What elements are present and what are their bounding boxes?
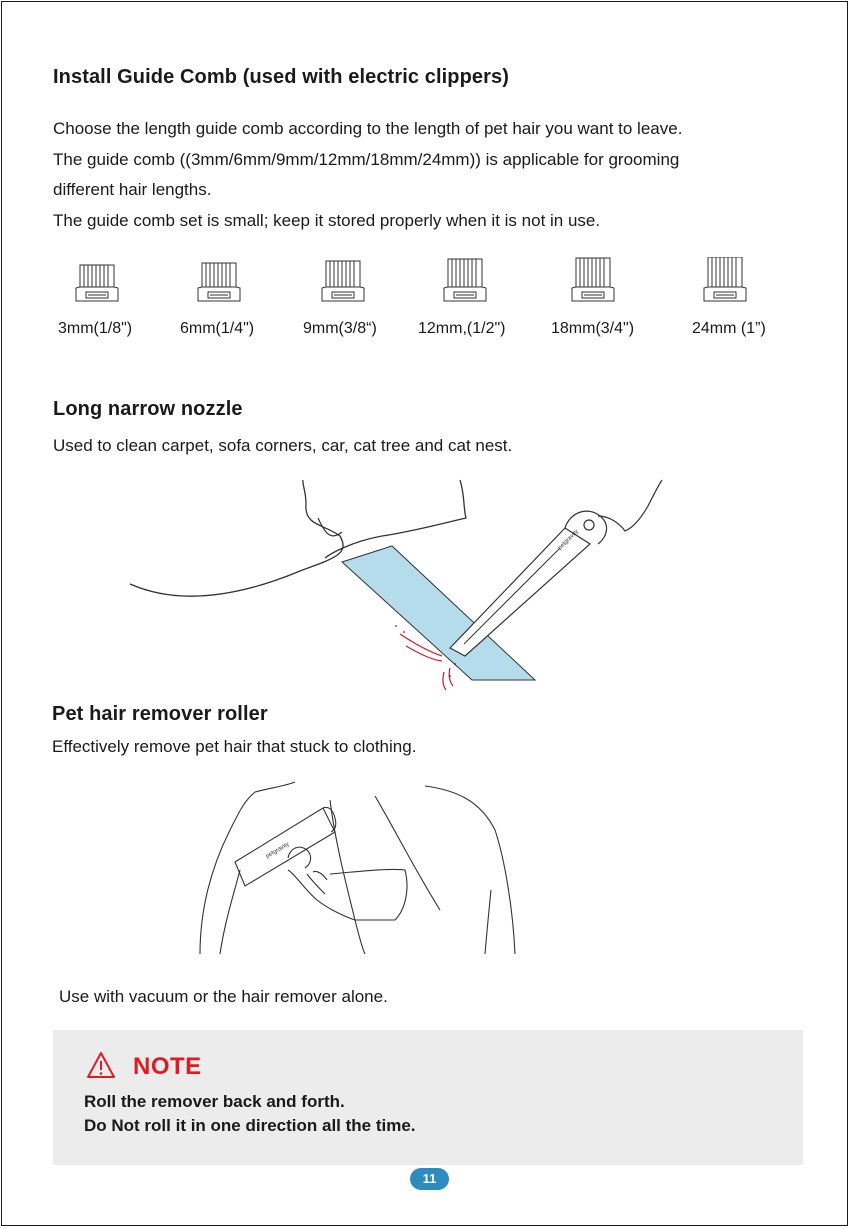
guide-comb-line: The guide comb ((3mm/6mm/9mm/12mm/18mm/24mm)) is applicable for grooming (53, 149, 680, 169)
roller-usage-text: Use with vacuum or the hair remover alone. (59, 987, 388, 1006)
svg-text:petgravity: petgravity (265, 841, 291, 860)
comb-label-6mm: 6mm(1/4") (180, 320, 255, 337)
guide-comb-6mm-icon (194, 257, 244, 303)
note-text (84, 1090, 416, 1138)
nozzle-description: Used to clean carpet, sofa corners, car, cat tree and cat nest. (53, 436, 513, 455)
nozzle-illustration (120, 476, 680, 706)
svg-text:petgravity: petgravity (557, 528, 580, 552)
guide-comb-title: Install Guide Comb (used with electric clippers) (53, 66, 510, 88)
comb-label-3mm: 3mm(1/8") (58, 320, 133, 337)
guide-comb-line: The guide comb set is small; keep it stored properly when it is not in use. (53, 210, 601, 230)
note-line: Roll the remover back and forth. (84, 1092, 345, 1111)
roller-description: Effectively remove pet hair that stuck to clothing. (52, 737, 417, 756)
comb-label-12mm: 12mm,(1/2") (418, 320, 506, 337)
guide-comb-line: Choose the length guide comb according to the length of pet hair you want to leave. (53, 119, 683, 138)
guide-comb-24mm-icon (700, 257, 750, 303)
nozzle-title: Long narrow nozzle (53, 398, 243, 420)
note-line: Do Not roll it in one direction all the time. (84, 1116, 416, 1135)
note-title: NOTE (133, 1053, 202, 1080)
comb-label-24mm: 24mm (1”) (692, 320, 766, 337)
roller-title: Pet hair remover roller (52, 703, 268, 725)
page-number-badge: 11 (410, 1168, 449, 1190)
warning-triangle-icon (86, 1051, 116, 1079)
note-box (53, 1030, 803, 1165)
comb-label-9mm: 9mm(3/8“) (303, 320, 377, 337)
guide-comb-18mm-icon (568, 257, 618, 303)
comb-label-18mm: 18mm(3/4") (551, 320, 635, 337)
guide-comb-3mm-icon (72, 257, 122, 303)
guide-comb-description (53, 114, 682, 236)
guide-comb-9mm-icon (318, 257, 368, 303)
guide-comb-line: different hair lengths. (53, 180, 212, 199)
roller-illustration (195, 770, 525, 955)
guide-comb-12mm-icon (440, 257, 490, 303)
